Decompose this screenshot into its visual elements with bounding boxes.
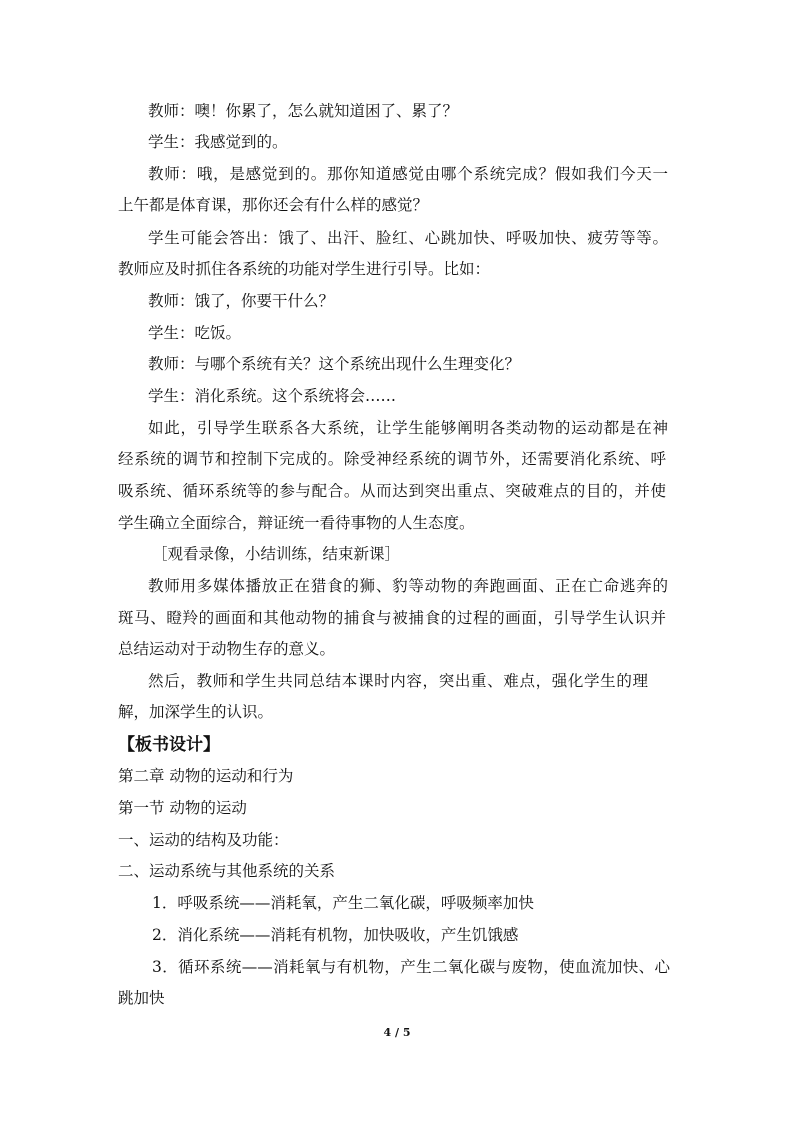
board-line: 一、运动的结构及功能： <box>118 831 289 849</box>
paragraph-line: 经系统的调节和控制下完成的。除受神经系统的调节外，还需要消化系统、呼 <box>118 450 666 468</box>
paragraph-line: 教师：哦，是感觉到的。那你知道感觉由哪个系统完成？假如我们今天一 <box>148 165 668 183</box>
paragraph-line: 学生：吃饭。 <box>148 324 242 342</box>
paragraph-line: 教师：与哪个系统有关？这个系统出现什么生理变化？ <box>148 355 521 373</box>
paragraph-line: 斑马、瞪羚的画面和其他动物的捕食与被捕食的过程的画面，引导学生认识并 <box>118 609 666 627</box>
paragraph-line: 教师应及时抓住各系统的功能对学生进行引导。比如： <box>118 260 491 278</box>
paragraph-line: 上午都是体育课，那你还会有什么样的感觉？ <box>118 196 429 214</box>
board-line: 3．循环系统——消耗氧与有机物，产生二氧化碳与废物，使血流加快、心 <box>152 958 670 976</box>
paragraph-line: 教师用多媒体播放正在猎食的狮、豹等动物的奔跑画面、正在亡命逃奔的 <box>148 577 668 595</box>
paragraph-line: 如此，引导学生联系各大系统，让学生能够阐明各类动物的运动都是在神 <box>148 419 668 437</box>
board-line: 2．消化系统——消耗有机物，加快吸收，产生饥饿感 <box>152 926 519 944</box>
board-line: 二、运动系统与其他系统的关系 <box>118 862 336 880</box>
board-design-heading: 【板书设计】 <box>118 735 220 755</box>
paragraph-line: 吸系统、循环系统等的参与配合。从而达到突出重点、突破难点的目的，并使 <box>118 482 666 500</box>
board-line: 1．呼吸系统——消耗氧，产生二氧化碳，呼吸频率加快 <box>152 894 534 912</box>
paragraph-line: 学生确立全面综合，辩证统一看待事物的人生态度。 <box>118 514 475 532</box>
paragraph-line: 解，加深学生的认识。 <box>118 703 274 721</box>
paragraph-line: 教师：噢！你累了，怎么就知道困了、累了？ <box>148 102 459 120</box>
paragraph-line: 总结运动对于动物生存的意义。 <box>118 640 336 658</box>
paragraph-line: 学生：我感觉到的。 <box>148 133 288 151</box>
board-line: 第二章 动物的运动和行为 <box>118 767 294 785</box>
section-note: ［观看录像，小结训练，结束新课］ <box>152 545 401 563</box>
page-number: 4 / 5 <box>383 1026 411 1039</box>
paragraph-line: 学生可能会答出：饿了、出汗、脸红、心跳加快、呼吸加快、疲劳等等。 <box>148 229 668 247</box>
paragraph-line: 教师：饿了，你要干什么？ <box>148 292 335 310</box>
board-line: 跳加快 <box>118 989 165 1007</box>
paragraph-line: 然后，教师和学生共同总结本课时内容，突出重、难点，强化学生的理 <box>148 672 648 690</box>
board-line: 第一节 动物的运动 <box>118 799 247 817</box>
paragraph-line: 学生：消化系统。这个系统将会…… <box>148 387 397 405</box>
